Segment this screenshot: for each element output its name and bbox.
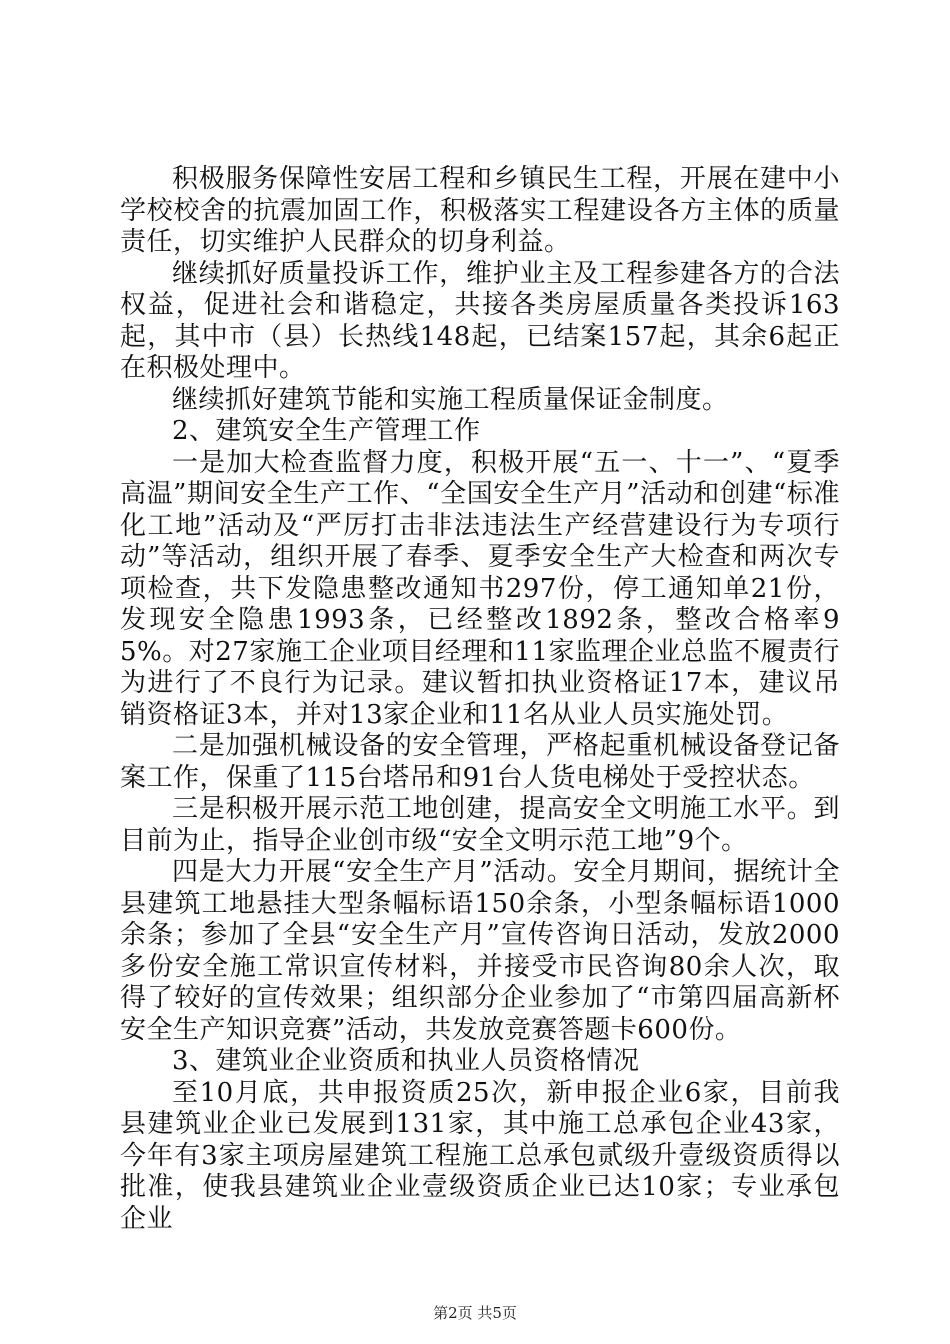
paragraph-safety-month: 四是大力开展“安全生产月”活动。安全月期间，据统计全县建筑工地悬挂大型条幅标语150余条，小型条幅标语1000余条；参加了全县“安全生产月”宣传咨询日活动，发放2000多份安全施工常识宣传材料，并接受市民咨询80余人次，取得了较好的宣传效果；组织部分企业参加了“市第四届高新杯安全生产知识竞赛”活动，共发放竞赛答题卡600份。 — [120, 857, 840, 1045]
paragraph-energy-saving: 继续抓好建筑节能和实施工程质量保证金制度。 — [172, 384, 729, 415]
paragraph-qualification-applications: 至10月底，共申报资质25次，新申报企业6家，目前我县建筑业企业已发展到131家，其中施工总承包企业43家，今年有3家主项房屋建筑工程施工总承包贰级升壹级资质得以批准，使我县建筑业企业壹级资质企业已达10家；专业承包企业 — [120, 1077, 840, 1234]
paragraph-quality-complaints: 继续抓好质量投诉工作，维护业主及工程参建各方的合法权益，促进社会和谐稳定，共接各类房屋质量各类投诉163起，其中市（县）长热线148起，已结案157起，其余6起正在积极处理中。 — [120, 258, 840, 383]
paragraph-demonstration-sites: 三是积极开展示范工地创建，提高安全文明施工水平。到目前为止，指导企业创市级“安全文明示范工地”9个。 — [120, 794, 840, 856]
page-number-footer: 第2页 共5页 — [433, 1304, 517, 1322]
document-body — [120, 164, 840, 1235]
paragraph-housing-projects: 积极服务保障性安居工程和乡镇民生工程，开展在建中小学校校舍的抗震加固工作，积极落实工程建设各方主体的质量责任，切实维护人民群众的切身利益。 — [120, 164, 840, 257]
section-heading-qualifications: 3、建筑业企业资质和执业人员资格情况 — [172, 1046, 640, 1076]
section-heading-safety-management: 2、建筑安全生产管理工作 — [172, 416, 481, 446]
paragraph-machinery-safety: 二是加强机械设备的安全管理，严格起重机械设备登记备案工作，保重了115台塔吊和91台人货电梯处于受控状态。 — [120, 731, 840, 793]
paragraph-inspection-supervision: 一是加大检查监督力度，积极开展“五一、十一”、“夏季高温”期间安全生产工作、“全国安全生产月”活动和创建“标准化工地”活动及“严厉打击非法违法生产经营建设行为专项行动”等活动，组织开展了春季、夏季安全生产大检查和两次专项检查，共下发隐患整改通知书297份，停工通知单21份，发现安全隐患1993条，已经整改1892条，整改合格率95%。对27家施工企业项目经理和11家监理企业总监不履责行为进行了不良行为记录。建议暂扣执业资格证17本，建议吊销资格证3本，并对13家企业和11名从业人员实施处罚。 — [120, 447, 840, 730]
